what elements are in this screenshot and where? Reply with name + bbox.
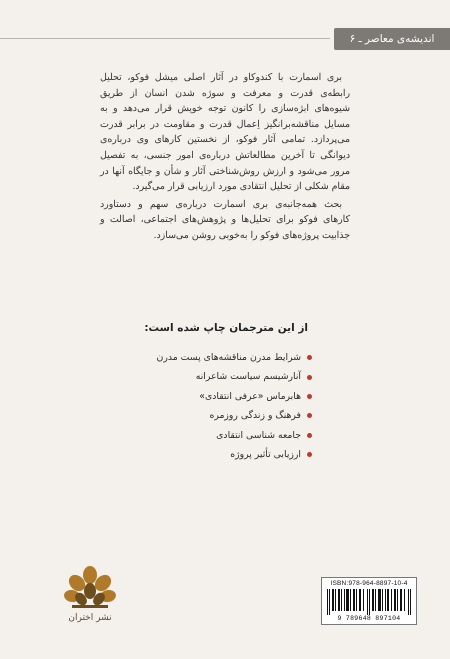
bullet-icon bbox=[307, 433, 312, 438]
list-item bbox=[157, 387, 312, 406]
list-item-label: فرهنگ و زندگی روزمره bbox=[209, 410, 301, 422]
bullet-icon bbox=[307, 355, 312, 360]
series-label: اندیشه‌ی معاصر ـ ۶ bbox=[334, 28, 450, 50]
list-item-label: ارزیابی تأثیر پروژه bbox=[230, 449, 301, 461]
bullet-icon bbox=[307, 452, 312, 457]
isbn-label: ISBN:978-964-8897-10-4 bbox=[330, 580, 408, 587]
list-item bbox=[157, 445, 312, 464]
series-header bbox=[0, 28, 450, 50]
isbn-number: 9 789648 897104 bbox=[337, 615, 401, 622]
barcode-icon bbox=[325, 589, 413, 615]
list-item-label: آنارشیسم سیاست شاعرانه bbox=[195, 371, 301, 383]
translators-list-title: از این مترجمان چاپ شده است: bbox=[144, 322, 308, 334]
isbn-barcode-box bbox=[321, 577, 417, 625]
list-item bbox=[157, 348, 312, 367]
list-item bbox=[157, 406, 312, 425]
list-item-label: شرایط مدرن مناقشه‌های پست مدرن bbox=[156, 352, 301, 363]
list-item-label: هابرماس «عرفی انتقادی» bbox=[199, 390, 301, 402]
list-item bbox=[157, 426, 312, 445]
list-item bbox=[157, 367, 312, 386]
blurb-paragraph-2: بحث همه‌جانبه‌ی بری اسمارت درباره‌ی سهم و دستاورد کارهای فوکو برای تحلیل‌ها و پژوهش‌های اجتماعی، اصالت و جذابیت پروژه‌های فوکو را به‌خوبی روشن می‌سازد. bbox=[100, 198, 350, 241]
publisher-logo bbox=[58, 565, 122, 623]
series-rule bbox=[0, 38, 330, 39]
blurb-text bbox=[100, 70, 350, 246]
list-item-label: جامعه شناسی انتقادی bbox=[216, 429, 301, 441]
bullet-icon bbox=[307, 413, 312, 418]
translators-book-list bbox=[157, 348, 312, 464]
publisher-emblem-icon bbox=[64, 565, 116, 611]
blurb-paragraph-1: بری اسمارت با کندوکاو در آثار اصلی میشل فوکو، تحلیل رابطه‌ی قدرت و معرفت و سوژه شدن انسان از طریق شیوه‌های ابژه‌سازی را کانون توجه خویش قرار می‌دهد و به مسایل مناقشه‌برانگیز اِعمال قدرت و مقاومت در برابر قدرت می‌پردازد. تمامی آثار فوکو، از نخستین کارهای وی درباره‌ی دیوانگی تا آخرین مطالعاتش درباره‌ی امور جنسی، به تفصیل مرور می‌شود و ارزش روش‌شناختی آثار و شأن و جایگاه آنها در مقام شکلی از تحلیل انتقادی مورد ارزیابی قرار می‌گیرد. bbox=[100, 72, 350, 193]
bullet-icon bbox=[307, 394, 312, 399]
bullet-icon bbox=[307, 375, 312, 380]
publisher-name: نشر اختران bbox=[68, 613, 112, 623]
